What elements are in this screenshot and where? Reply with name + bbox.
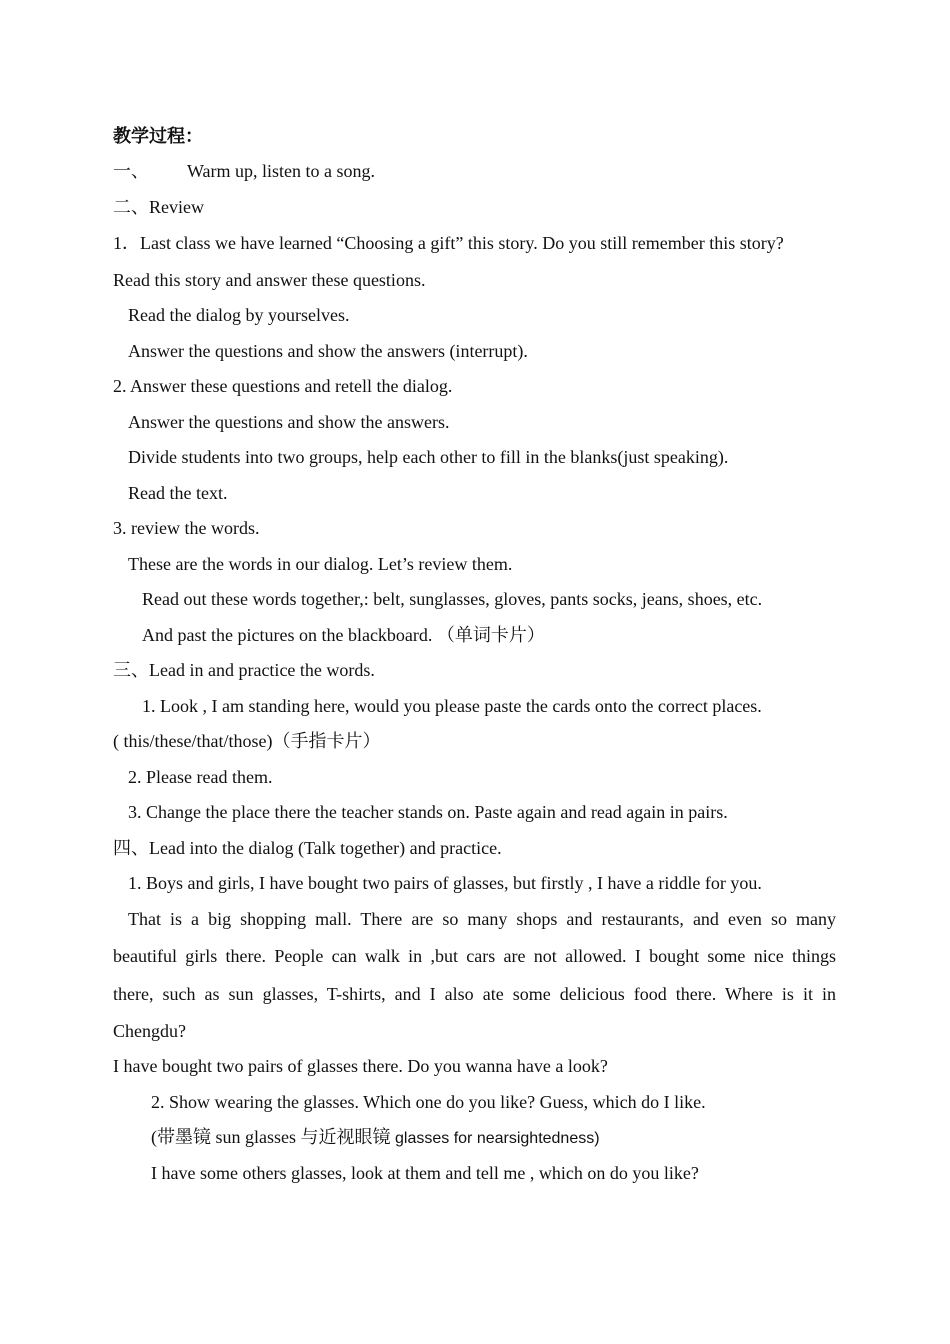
- dialog-glasses-line: I have bought two pairs of glasses there. Do you wanna have a look?: [113, 1056, 608, 1076]
- glasses-note-chinese: (带墨镜 sun glasses 与近视眼镜: [151, 1127, 395, 1147]
- glasses-note-english: glasses for nearsightedness): [395, 1130, 600, 1147]
- riddle-line-3: there, such as sun glasses, T-shirts, and I also ate some delicious food there. Where is it in: [113, 984, 836, 1004]
- section-two-heading: 二、Review: [113, 197, 204, 217]
- riddle-line-4: Chengdu?: [113, 1021, 186, 1041]
- dialog-item-1: 1. Boys and girls, I have bought two pairs of glasses, but firstly , I have a riddle for you.: [128, 873, 762, 893]
- dialog-item-2c: I have some others glasses, look at them and tell me , which on do you like?: [151, 1163, 699, 1183]
- review-item-3b: Read out these words together,: belt, sunglasses, gloves, pants socks, jeans, shoes, etc.: [142, 589, 763, 609]
- review-item-2a: Answer the questions and show the answers.: [128, 412, 450, 432]
- review-item-2b: Divide students into two groups, help each other to fill in the blanks(just speaking).: [128, 447, 729, 467]
- practice-item-2: 2. Please read them.: [128, 767, 273, 787]
- dialog-item-2-note: [151, 1125, 600, 1151]
- section-three-heading: 三、Lead in and practice the words.: [113, 660, 375, 680]
- section-one-text: Warm up, listen to a song.: [187, 161, 376, 181]
- review-item-1a: 1．Last class we have learned “Choosing a gift” this story. Do you still remember this story?: [113, 233, 784, 253]
- riddle-line-2: beautiful girls there. People can walk in ,but cars are not allowed. I bought some nice things: [113, 946, 836, 966]
- section-title: 教学过程：: [113, 126, 203, 146]
- review-item-3: 3. review the words.: [113, 518, 260, 538]
- practice-item-3: 3. Change the place there the teacher stands on. Paste again and read again in pairs.: [128, 802, 728, 822]
- section-four-heading: 四、Lead into the dialog (Talk together) and practice.: [113, 838, 502, 858]
- section-one-prefix: 一、: [113, 161, 149, 181]
- review-item-3c: And past the pictures on the blackboard. （单词卡片）: [142, 625, 545, 645]
- review-item-2c: Read the text.: [128, 483, 228, 503]
- practice-item-1a: 1. Look , I am standing here, would you please paste the cards onto the correct places.: [142, 696, 762, 716]
- review-item-1d: Answer the questions and show the answers (interrupt).: [128, 341, 528, 361]
- section-one-line: [113, 159, 375, 183]
- riddle-line-1: That is a big shopping mall. There are so many shops and restaurants, and even so many: [128, 909, 836, 929]
- practice-item-1b: ( this/these/that/those)（手指卡片）: [113, 731, 381, 751]
- review-item-3a: These are the words in our dialog. Let’s review them.: [128, 554, 513, 574]
- review-item-1c: Read the dialog by yourselves.: [128, 305, 350, 325]
- dialog-item-2: 2. Show wearing the glasses. Which one do you like? Guess, which do I like.: [151, 1092, 706, 1112]
- review-item-1b: Read this story and answer these questions.: [113, 270, 426, 290]
- review-item-2: 2. Answer these questions and retell the dialog.: [113, 376, 453, 396]
